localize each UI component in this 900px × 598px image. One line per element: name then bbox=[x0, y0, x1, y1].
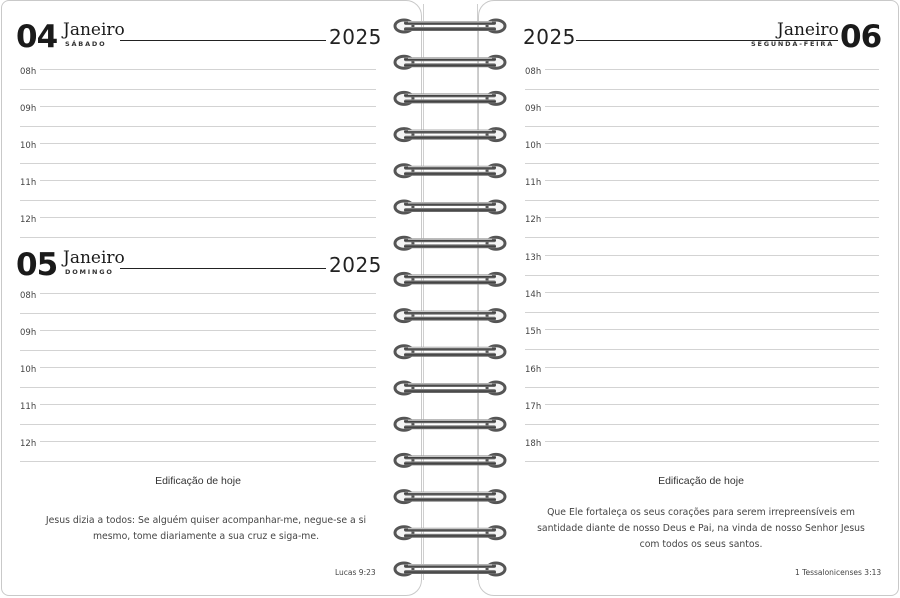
hour-label: 10h bbox=[20, 141, 37, 151]
day-number: 06 bbox=[840, 19, 882, 55]
time-slot[interactable] bbox=[20, 104, 376, 141]
writing-line bbox=[525, 237, 879, 238]
time-slot[interactable] bbox=[525, 327, 879, 364]
day-header-04 bbox=[2, 19, 422, 55]
writing-line bbox=[545, 217, 879, 218]
time-slot[interactable] bbox=[20, 439, 376, 476]
time-slot[interactable] bbox=[20, 365, 376, 402]
hour-label: 18h bbox=[525, 439, 542, 449]
writing-line bbox=[40, 143, 376, 144]
verse-reference: Lucas 9:23 bbox=[335, 568, 376, 577]
writing-line bbox=[20, 313, 376, 314]
hour-label: 14h bbox=[525, 290, 542, 300]
spiral-ring bbox=[395, 491, 505, 503]
writing-line bbox=[545, 255, 879, 256]
time-slot[interactable] bbox=[20, 328, 376, 365]
day-header-05 bbox=[2, 247, 422, 283]
writing-line bbox=[20, 126, 376, 127]
spiral-ring bbox=[395, 273, 505, 285]
writing-line bbox=[40, 404, 376, 405]
writing-line bbox=[40, 217, 376, 218]
spiral-ring bbox=[395, 454, 505, 466]
writing-line bbox=[40, 441, 376, 442]
spiral-ring bbox=[395, 92, 505, 104]
spiral-ring bbox=[395, 165, 505, 177]
time-slot[interactable] bbox=[525, 365, 879, 402]
weekday-name: DOMINGO bbox=[65, 268, 114, 276]
spiral-ring bbox=[395, 56, 505, 68]
time-slot[interactable] bbox=[20, 402, 376, 439]
writing-line bbox=[40, 180, 376, 181]
writing-line bbox=[525, 461, 879, 462]
year: 2025 bbox=[523, 25, 576, 49]
time-slot[interactable] bbox=[20, 141, 376, 178]
writing-line bbox=[525, 126, 879, 127]
writing-line bbox=[545, 329, 879, 330]
hour-label: 17h bbox=[525, 402, 542, 412]
writing-line bbox=[545, 106, 879, 107]
spiral-ring bbox=[395, 20, 505, 32]
right-page bbox=[478, 0, 899, 596]
time-slot[interactable] bbox=[20, 67, 376, 104]
time-slot[interactable] bbox=[525, 290, 879, 327]
spiral-ring bbox=[395, 527, 505, 539]
hour-label: 12h bbox=[525, 215, 542, 225]
year: 2025 bbox=[329, 25, 382, 49]
writing-line bbox=[525, 387, 879, 388]
writing-line bbox=[525, 275, 879, 276]
hour-label: 12h bbox=[20, 439, 37, 449]
time-slot[interactable] bbox=[20, 291, 376, 328]
hour-label: 08h bbox=[525, 67, 542, 77]
day-number: 04 bbox=[16, 19, 58, 55]
writing-line bbox=[545, 367, 879, 368]
verse-line: santidade diante de nosso Deus e Pai, na vinda de nosso Senhor Jesus bbox=[537, 523, 865, 534]
writing-line bbox=[40, 330, 376, 331]
writing-line bbox=[20, 350, 376, 351]
writing-line bbox=[525, 312, 879, 313]
header-rule bbox=[120, 40, 326, 41]
hour-label: 09h bbox=[525, 104, 542, 114]
hour-label: 10h bbox=[525, 141, 542, 151]
edification-title: Edificação de hoje bbox=[658, 475, 744, 487]
writing-line bbox=[545, 292, 879, 293]
hour-label: 11h bbox=[20, 178, 37, 188]
writing-line bbox=[40, 367, 376, 368]
verse-line: Que Ele fortaleça os seus corações para serem irrepreensíveis em bbox=[547, 507, 855, 518]
spiral-ring bbox=[395, 237, 505, 249]
spiral-ring bbox=[395, 129, 505, 141]
month-name: Janeiro bbox=[63, 248, 125, 268]
time-slot[interactable] bbox=[525, 67, 879, 104]
writing-line bbox=[545, 180, 879, 181]
hour-label: 09h bbox=[20, 104, 37, 114]
day-number: 05 bbox=[16, 247, 58, 283]
spiral-ring bbox=[395, 346, 505, 358]
hour-label: 08h bbox=[20, 67, 37, 77]
time-slot[interactable] bbox=[525, 104, 879, 141]
hour-label: 09h bbox=[20, 328, 37, 338]
hour-label: 08h bbox=[20, 291, 37, 301]
writing-line bbox=[525, 424, 879, 425]
time-slot[interactable] bbox=[20, 178, 376, 215]
writing-line bbox=[525, 89, 879, 90]
edification-title: Edificação de hoje bbox=[155, 475, 241, 487]
month-name: Janeiro bbox=[63, 20, 125, 40]
writing-line bbox=[40, 293, 376, 294]
writing-line bbox=[525, 200, 879, 201]
writing-line bbox=[20, 424, 376, 425]
verse-line: com todos os seus santos. bbox=[639, 539, 763, 550]
time-slot[interactable] bbox=[525, 253, 879, 290]
hour-label: 11h bbox=[20, 402, 37, 412]
verse-line: mesmo, tome diariamente a sua cruz e siga-me. bbox=[92, 531, 320, 542]
time-slot[interactable] bbox=[525, 439, 879, 476]
spiral-ring bbox=[395, 418, 505, 430]
hour-label: 11h bbox=[525, 178, 542, 188]
hour-label: 12h bbox=[20, 215, 37, 225]
hour-label: 16h bbox=[525, 365, 542, 375]
writing-line bbox=[545, 404, 879, 405]
writing-line bbox=[20, 200, 376, 201]
hour-label: 10h bbox=[20, 365, 37, 375]
header-rule bbox=[120, 268, 326, 269]
time-slot[interactable] bbox=[525, 141, 879, 178]
day-header-06 bbox=[479, 19, 899, 55]
writing-line bbox=[20, 237, 376, 238]
spiral-ring bbox=[395, 310, 505, 322]
writing-line bbox=[525, 163, 879, 164]
left-page bbox=[1, 0, 422, 596]
writing-line bbox=[545, 143, 879, 144]
time-slot[interactable] bbox=[525, 178, 879, 215]
writing-line bbox=[20, 89, 376, 90]
hour-label: 15h bbox=[525, 327, 542, 337]
hour-label: 13h bbox=[525, 253, 542, 263]
month-name: Janeiro bbox=[777, 20, 839, 40]
writing-line bbox=[20, 387, 376, 388]
spiral-ring bbox=[395, 201, 505, 213]
time-slot[interactable] bbox=[525, 215, 879, 252]
spiral-ring bbox=[395, 563, 505, 575]
weekday-name: SEGUNDA-FEIRA bbox=[751, 40, 835, 48]
time-slot[interactable] bbox=[525, 402, 879, 439]
verse-reference: 1 Tessalonicenses 3:13 bbox=[795, 568, 882, 577]
writing-line bbox=[20, 163, 376, 164]
writing-line bbox=[40, 106, 376, 107]
writing-line bbox=[545, 69, 879, 70]
writing-line bbox=[40, 69, 376, 70]
verse-line: Jesus dizia a todos: Se alguém quiser acompanhar-me, negue-se a si bbox=[45, 515, 367, 526]
writing-line bbox=[20, 461, 376, 462]
year: 2025 bbox=[329, 253, 382, 277]
writing-line bbox=[525, 349, 879, 350]
spiral-ring bbox=[395, 382, 505, 394]
spiral-binding bbox=[390, 14, 510, 584]
writing-line bbox=[545, 441, 879, 442]
weekday-name: SÁBADO bbox=[65, 40, 107, 48]
